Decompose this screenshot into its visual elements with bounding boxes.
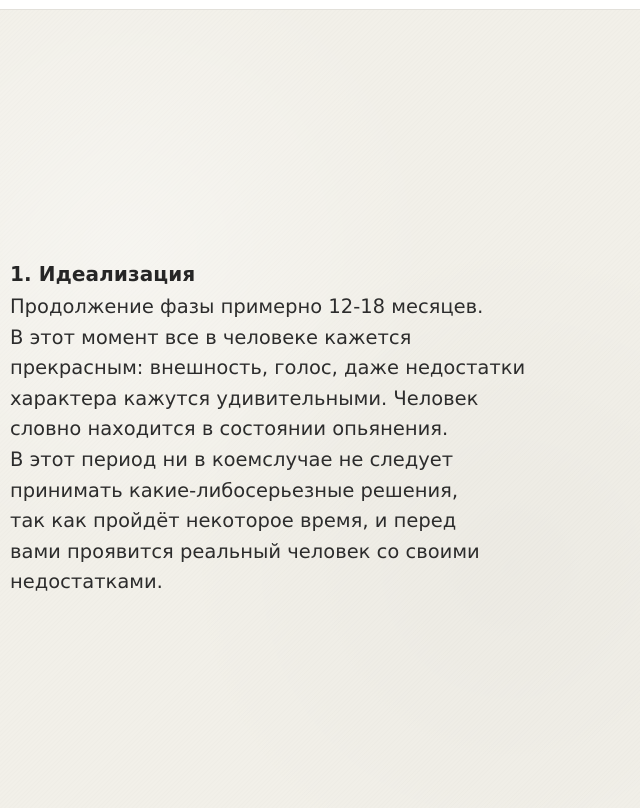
paragraph-line: В этот момент все в человеке кажется: [10, 325, 412, 349]
paragraph-line: словно находится в состоянии опьянения.: [10, 417, 449, 441]
paragraph-line: Продолжение фазы примерно 12-18 месяцев.: [10, 295, 484, 318]
paragraph-line: вами проявится реальный человек со своими: [10, 539, 480, 563]
paragraph-line: прекрасным: внешность, голос, даже недостатки: [10, 356, 526, 380]
paragraph-line: принимать какие-либосерьезные решения,: [10, 478, 459, 502]
paragraph-line: недостатками.: [10, 570, 163, 594]
paragraph: [10, 292, 632, 598]
paragraph-line: характера кажутся удивительными. Человек: [10, 386, 479, 410]
paragraph-line: так как пройдёт некоторое время, и перед: [10, 509, 457, 533]
paragraph-line: В этот период ни в коемслучае не следует: [10, 447, 454, 471]
text-block: [10, 260, 632, 598]
section-heading: 1. Идеализация: [10, 262, 196, 286]
